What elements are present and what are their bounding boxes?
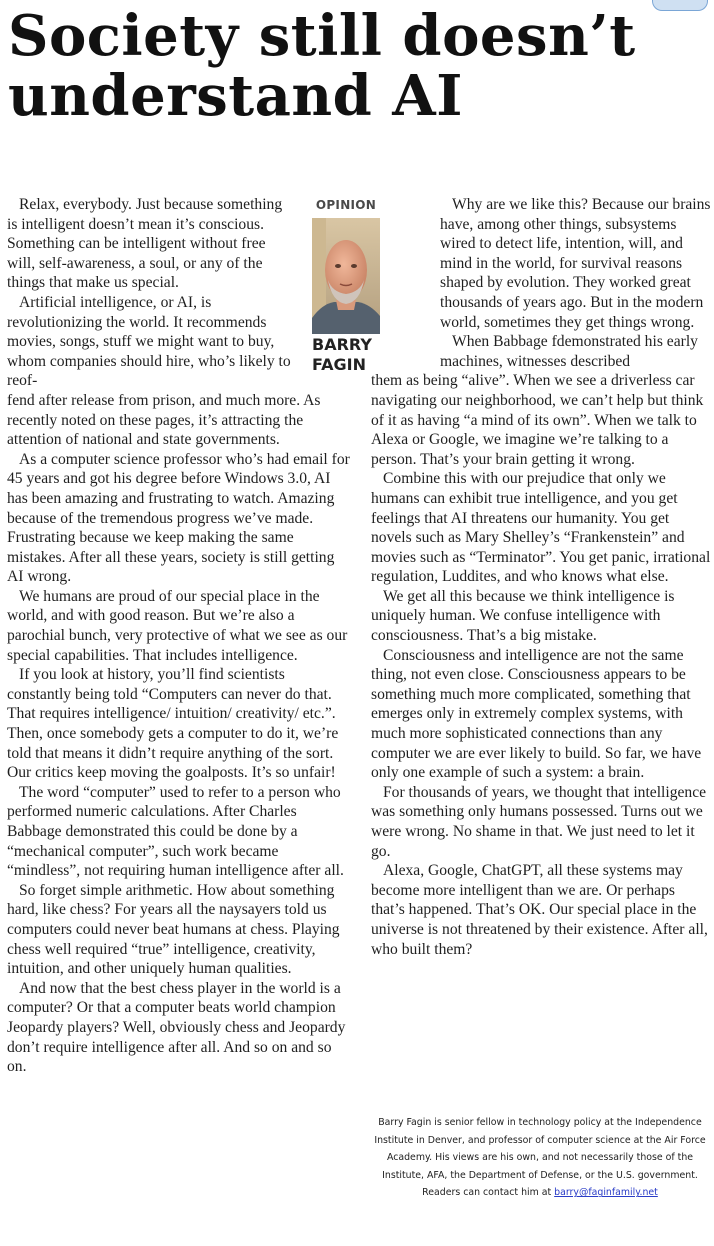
left-column-wrap-top [7, 195, 295, 391]
paragraph: Artificial intelligence, or AI, is revolutionizing the world. It recommends movies, songs, stuff we might want to buy, whom companies should hire, who’s likely to reof- [7, 293, 291, 390]
article-column-left [7, 195, 352, 1077]
byline-last-name: FAGIN [312, 355, 366, 374]
paragraph: Consciousness and intelligence are not the same thing, not even close. Consciousness appears to be something much more complicated, something that emerges only in extremely complex systems, with much more sophisticated connections than any computer we are ever likely to build. So far, we have only one example of such a system: a brain. [371, 646, 702, 782]
paragraph-continuation: them as being “alive”. When we see a driverless car navigating our neighborhood, we can’t help but think of it as having “a mind of its own”. When we talk to Alexa or Google, we imagine we’re talking to a person. That’s your brain getting it wrong. [371, 372, 704, 468]
author-bio-text: Barry Fagin is senior fellow in technology policy at the Independence Institute in Denver, and professor of computer science at the Air Force Academy. His views are his own, and not necessarily those of the Institute, AFA, the Department of Defense, or the U.S. government. Readers can contact him at [374, 1117, 706, 1199]
right-column-wrap-top [371, 195, 712, 371]
headline-line-2: understand AI [8, 63, 463, 129]
author-bio [370, 1114, 710, 1202]
headline [8, 3, 708, 129]
paragraph: Why are we like this? Because our brains have, among other things, subsystems wired to detect life, intention, will, and mind in the world, for survival reasons shaped by evolution. They worked great thousands of years ago. But in the modern world, sometimes they get things wrong. [440, 196, 711, 331]
paragraph: So forget simple arithmetic. How about something hard, like chess? For years all the naysayers told us computers could never beat humans at chess. Playing chess well required “true” intelligence, creativity, intuition, and other uniquely human qualities. [7, 881, 340, 978]
author-headshot-icon [312, 218, 380, 334]
author-email-link[interactable]: barry@faginfamily.net [554, 1187, 658, 1199]
paragraph: For thousands of years, we thought that intelligence was something only humans possessed. Turns out we were wrong. No shame in that. We just need to let it go. [371, 783, 707, 860]
paragraph: As a computer science professor who’s had email for 45 years and got his degree before Windows 3.0, AI has been amazing and frustrating to watch. Amazing because of the tremendous progress we’ve made. Frustrating because we keep making the same mistakes. After all these years, society is still getting AI wrong. [7, 450, 350, 586]
paragraph: Combine this with our prejudice that only we humans can exhibit true intelligence, and you get feelings that AI threatens our humanity. You get novels such as Mary Shelley’s “Frankenstein” and movies such as “Terminator”. You get panic, irrational regulation, Luddites, and who knows what else. [371, 470, 711, 586]
paragraph: The word “computer” used to refer to a person who performed numeric calculations. After Charles Babbage demonstrated this could be done by a “mechanical computer”, such work became “mindless”, not requiring human intelligence after all. [7, 783, 344, 880]
article-column-right [371, 195, 712, 959]
opinion-label: OPINION [315, 198, 377, 212]
left-column-body [7, 391, 352, 1077]
right-column-body [371, 371, 712, 959]
byline-first-name: BARRY [312, 335, 372, 354]
paragraph: And now that the best chess player in the world is a computer? Or that a computer beats world champion Jeopardy players? Well, obviously chess and Jeopardy don’t require intelligence after all. And so on and so on. [7, 979, 346, 1076]
paragraph: Relax, everybody. Just because something is intelligent doesn’t mean it’s conscious. Something can be intelligent without free will, self-awareness, a soul, or any of the things that make us special. [7, 196, 283, 292]
paragraph: When Babbage fdemonstrated his early machines, witnesses described [440, 333, 698, 370]
paragraph: Alexa, Google, ChatGPT, all these systems may become more intelligent than we are. Or perhaps that’s happened. That’s OK. Our special place in the universe is not threatened by their existence. After all, who built them? [371, 862, 708, 958]
paragraph-continuation: fend after release from prison, and much more. As recently noted on these pages, it’s attracting the attention of national and state governments. [7, 391, 321, 449]
headline-line-1: Society still doesn’t [8, 3, 636, 69]
paragraph: If you look at history, you’ll find scientists constantly being told “Computers can never do that. That requires intelligence/ intuition/ creativity/ etc.”. Then, once somebody gets a computer to do it, we’re told that means it didn’t require anything of the sort. Our critics keep moving the goalposts. It’s so unfair! [7, 666, 339, 782]
paragraph: We humans are proud of our special place in the world, and with good reason. But we’re also a parochial bunch, very protective of what we see as our special capabilities. That includes intelligence. [7, 587, 348, 664]
paragraph: We get all this because we think intelligence is uniquely human. We confuse intelligence with consciousness. That’s a big mistake. [371, 587, 675, 645]
